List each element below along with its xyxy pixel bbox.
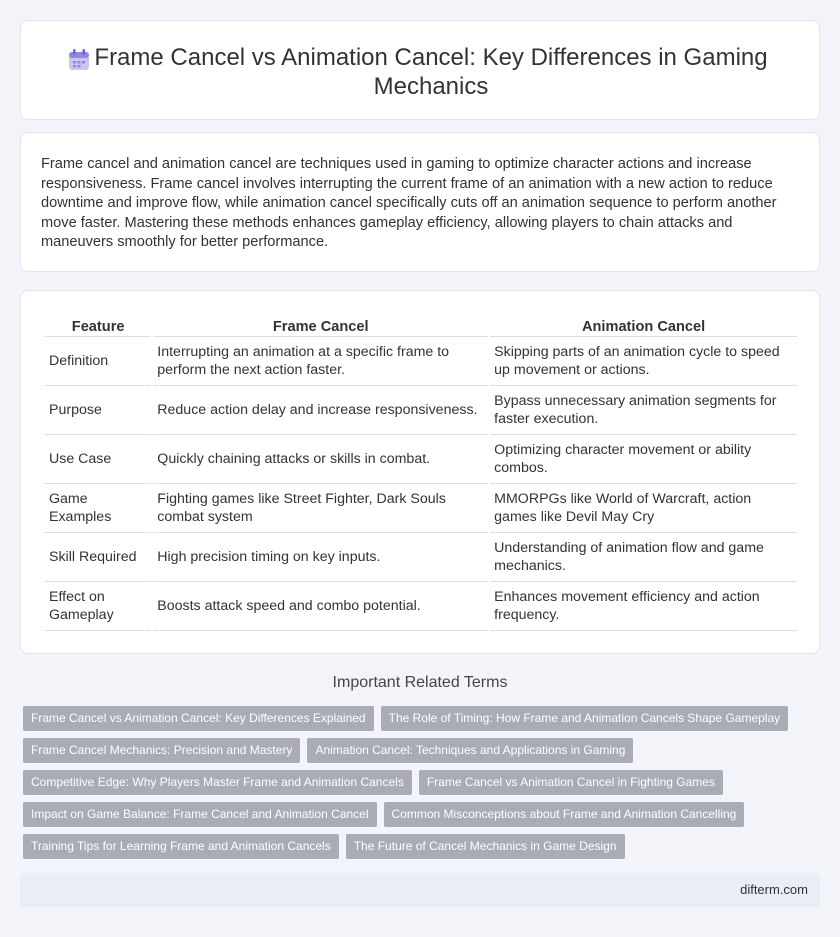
table-header-row <box>45 317 797 337</box>
related-terms-list <box>23 706 813 866</box>
page-title: Frame Cancel vs Animation Cancel: Key Differences in Gaming Mechanics <box>94 44 768 100</box>
feature-cell: Purpose <box>45 386 151 435</box>
related-terms-title: Important Related Terms <box>332 674 508 691</box>
animation-cancel-cell: Bypass unnecessary animation segments for faster execution. <box>490 386 797 435</box>
related-term-link[interactable]: Frame Cancel vs Animation Cancel: Key Differences Explained <box>23 706 374 731</box>
header-feature: Feature <box>45 317 151 337</box>
table-row <box>45 582 797 631</box>
animation-cancel-cell: Enhances movement efficiency and action frequency. <box>490 582 797 631</box>
frame-cancel-cell: Reduce action delay and increase responsiveness. <box>153 386 488 435</box>
animation-cancel-cell: Understanding of animation flow and game mechanics. <box>490 533 797 582</box>
comparison-table <box>43 317 799 631</box>
related-term-link[interactable]: Frame Cancel vs Animation Cancel in Fighting Games <box>419 770 723 795</box>
table-row <box>45 533 797 582</box>
table-row <box>45 386 797 435</box>
feature-cell: Game Examples <box>45 484 151 533</box>
header-animation-cancel: Animation Cancel <box>490 317 797 337</box>
header-card <box>20 20 820 120</box>
related-term-link[interactable]: The Future of Cancel Mechanics in Game Design <box>346 834 625 859</box>
table-row <box>45 337 797 386</box>
header-frame-cancel: Frame Cancel <box>153 317 488 337</box>
frame-cancel-cell: Quickly chaining attacks or skills in combat. <box>153 435 488 484</box>
table-row <box>45 484 797 533</box>
related-term-link[interactable]: Competitive Edge: Why Players Master Frame and Animation Cancels <box>23 770 412 795</box>
related-term-link[interactable]: Animation Cancel: Techniques and Applications in Gaming <box>307 738 633 763</box>
footer <box>20 873 820 907</box>
feature-cell: Effect on Gameplay <box>45 582 151 631</box>
frame-cancel-cell: Boosts attack speed and combo potential. <box>153 582 488 631</box>
related-term-link[interactable]: Frame Cancel Mechanics: Precision and Mastery <box>23 738 300 763</box>
feature-cell: Skill Required <box>45 533 151 582</box>
animation-cancel-cell: Skipping parts of an animation cycle to speed up movement or actions. <box>490 337 797 386</box>
related-term-link[interactable]: Training Tips for Learning Frame and Animation Cancels <box>23 834 339 859</box>
intro-card <box>20 132 820 272</box>
related-term-link[interactable]: Common Misconceptions about Frame and Animation Cancelling <box>384 802 745 827</box>
feature-cell: Definition <box>45 337 151 386</box>
related-term-link[interactable]: The Role of Timing: How Frame and Animation Cancels Shape Gameplay <box>381 706 789 731</box>
table-row <box>45 435 797 484</box>
comparison-table-card <box>20 290 820 654</box>
related-term-link[interactable]: Impact on Game Balance: Frame Cancel and Animation Cancel <box>23 802 377 827</box>
intro-paragraph: Frame cancel and animation cancel are techniques used in gaming to optimize character actions and increase responsiveness. Frame cancel involves interrupting the current frame of an animation with a new action to reduce downtime and improve flow, while animation cancel specifically cuts off an animation sequence to perform another move faster. Mastering these methods enhances gameplay efficiency, allowing players to chain attacks and maneuvers smoothly for better performance. <box>41 156 777 251</box>
frame-cancel-cell: Fighting games like Street Fighter, Dark Souls combat system <box>153 484 488 533</box>
frame-cancel-cell: Interrupting an animation at a specific frame to perform the next action faster. <box>153 337 488 386</box>
animation-cancel-cell: MMORPGs like World of Warcraft, action games like Devil May Cry <box>490 484 797 533</box>
feature-cell: Use Case <box>45 435 151 484</box>
footer-site-link[interactable]: difterm.com <box>740 882 808 897</box>
frame-cancel-cell: High precision timing on key inputs. <box>153 533 488 582</box>
animation-cancel-cell: Optimizing character movement or ability combos. <box>490 435 797 484</box>
